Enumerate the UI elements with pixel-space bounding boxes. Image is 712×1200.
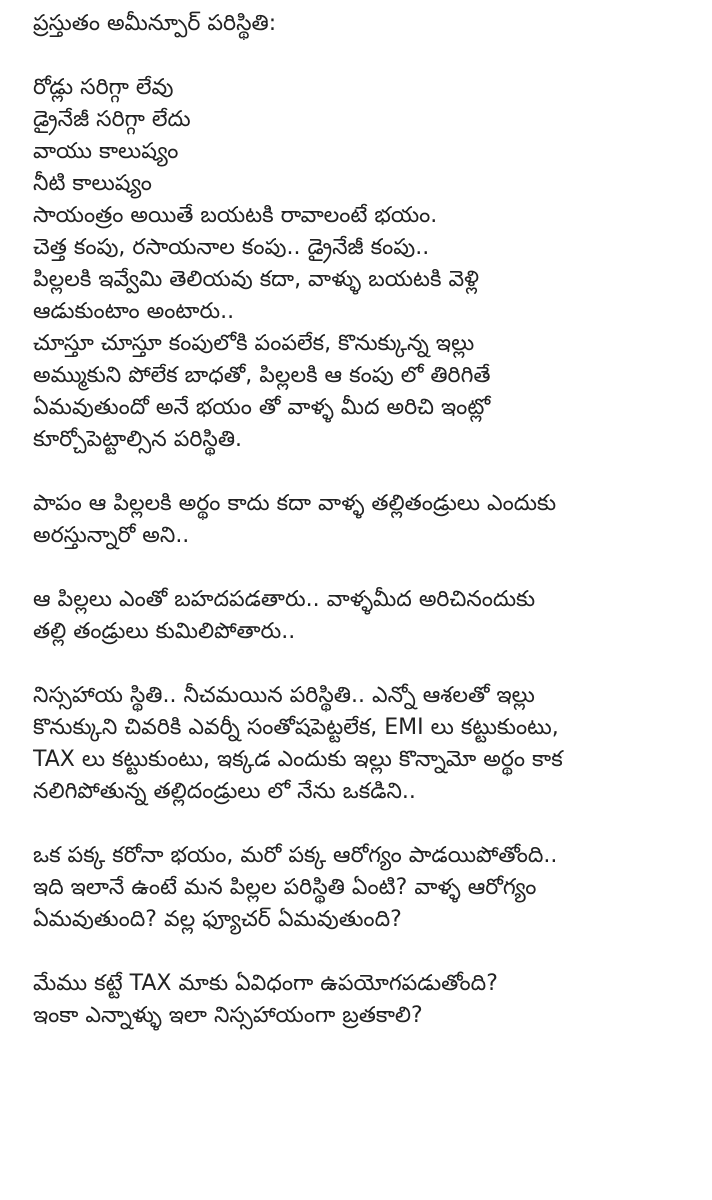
- text-line: తల్లి తండ్రులు కుమిలిపోతారు..: [33, 619, 296, 644]
- text-line: చూస్తూ చూస్తూ కంపులోకి పంపలేక, కొనుక్కున్న ఇల్లు: [33, 331, 475, 356]
- text-line: వాయు కాలుష్యం: [33, 139, 179, 164]
- text-line: ఇది ఇలానే ఉంటే మన పిల్లల పరిస్థితి ఏంటి? వాళ్ళ ఆరోగ్యం: [33, 875, 537, 900]
- text-line: ఏమవుతుందో అనే భయం తో వాళ్ళ మీద అరిచి ఇంట్లో: [33, 395, 491, 420]
- text-line: నలిగిపోతున్న తల్లిదండ్రులు లో నేను ఒకడిని..: [33, 779, 416, 804]
- paragraph-list: [33, 72, 694, 1032]
- text-line: కూర్చోపెట్టాల్సిన పరిస్థితి.: [33, 427, 243, 452]
- paragraph: [33, 968, 694, 1032]
- text-line: ఒక పక్క కరోనా భయం, మరో పక్క ఆరోగ్యం పాడయిపోతోంది..: [33, 843, 558, 868]
- paragraph: [33, 72, 694, 456]
- paragraph: [33, 680, 694, 808]
- text-line: చెత్త కంపు, రసాయనాల కంపు.. డ్రైనేజీ కంపు..: [33, 235, 430, 260]
- text-line: రోడ్లు సరిగ్గా లేవు: [33, 75, 174, 100]
- document-heading: ప్రస్తుతం అమీన్పూర్ పరిస్థితి:: [33, 11, 277, 36]
- text-line: ఏమవుతుంది? వల్ల ఫ్యూచర్ ఏమవుతుంది?: [33, 907, 402, 932]
- paragraph: [33, 584, 694, 648]
- text-line: పిల్లలకి ఇవ్వేమి తెలియవు కదా, వాళ్ళు బయటకి వెళ్లి: [33, 267, 479, 292]
- paragraph: [33, 488, 694, 552]
- text-line: అమ్ముకుని పోలేక బాధతో, పిల్లలకి ఆ కంపు లో తిరిగితే: [33, 363, 491, 388]
- text-line: TAX లు కట్టుకుంటు, ఇక్కడ ఎందుకు ఇల్లు కొన్నామో అర్థం కాక: [33, 747, 563, 772]
- text-line: నీటి కాలుష్యం: [33, 171, 152, 196]
- text-line: డ్రైనేజీ సరిగ్గా లేదు: [33, 107, 191, 132]
- text-line: ఇంకా ఎన్నాళ్ళు ఇలా నిస్సహాయంగా బ్రతకాలి?: [33, 1003, 423, 1028]
- text-line: సాయంత్రం అయితే బయటకి రావాలంటే భయం.: [33, 203, 438, 228]
- text-line: అరస్తున్నారో అని..: [33, 523, 190, 548]
- paragraph: [33, 840, 694, 936]
- text-line: ఆ పిల్లలు ఎంతో బహదపడతారు.. వాళ్ళమీద అరిచినందుకు: [33, 587, 536, 612]
- text-line: మేము కట్టే TAX మాకు ఏవిధంగా ఉపయోగపడుతోంది?: [33, 971, 498, 996]
- text-line: పాపం ఆ పిల్లలకి అర్థం కాదు కదా వాళ్ళ తల్లితండ్రులు ఎందుకు: [33, 491, 557, 516]
- text-line: ఆడుకుంటాం అంటారు..: [33, 299, 235, 324]
- text-line: నిస్సహాయ స్థితి.. నీచమయిన పరిస్థితి.. ఎన్నో ఆశలతో ఇల్లు: [33, 683, 535, 708]
- text-line: కొనుక్కుని చివరికి ఎవర్నీ సంతోషపెట్టలేక, EMI లు కట్టుకుంటు,: [33, 715, 559, 740]
